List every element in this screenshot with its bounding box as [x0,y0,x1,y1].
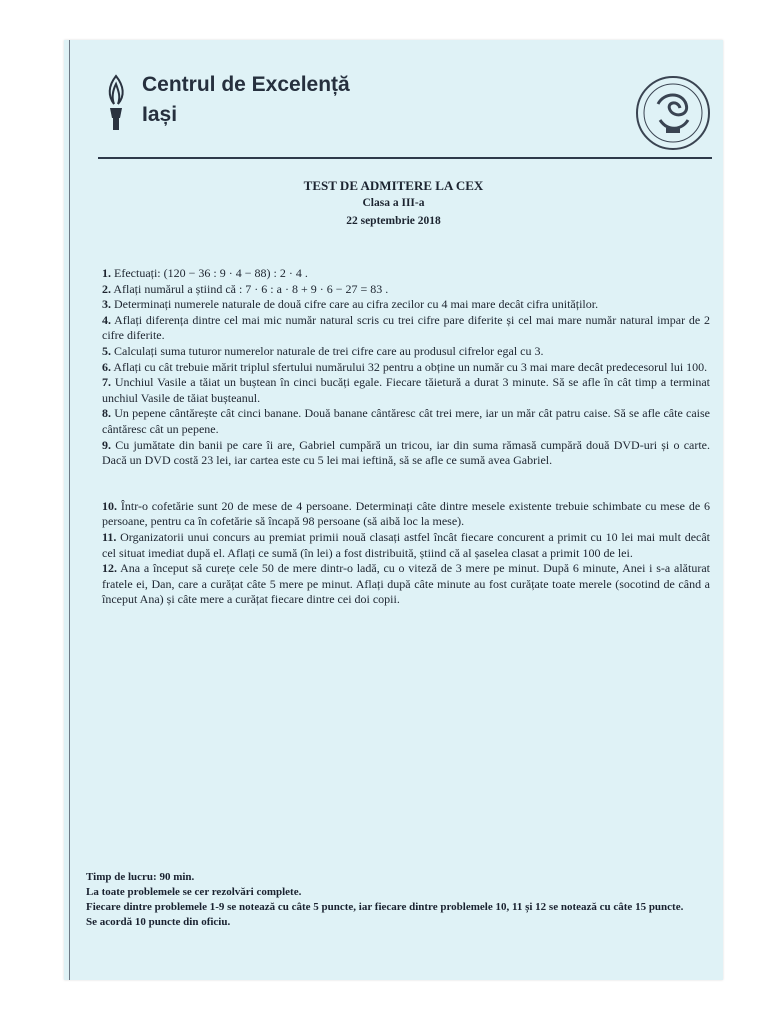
problem-item: 10. Într-o cofetărie sunt 20 de mese de 4 persoane. Determinați câte dintre mesele existente trebuie schimbate cu mese de 6 persoane, pentru ca în cofetărie să încapă 98 persoane (să aibă loc la mese). [102,498,711,529]
problem-item: 5. Calculați suma tuturor numerelor naturale de trei cifre care au produsul cifrelor egal cu 3. [102,343,544,358]
problem-item: 7. Unchiul Vasile a tăiat un buștean în cinci bucăți egale. Fiecare tăietură a durat 3 minute. Să se afle în cât timp a terminat unchiul Vasile de tăiat bușteanul. [102,375,711,405]
institution-name [142,70,350,130]
problem-item: 3. Determinați numerele naturale de două cifre care au cifra zecilor cu 4 mai mare decât cifra unităților. [102,297,599,312]
problem-item: 1. Efectuați: (120 − 36 : 9 · 4 − 88) : 2 · 4 . [102,266,308,280]
requirements: La toate problemele se cer rezolvări complete. [86,886,302,898]
section-gap [102,469,710,499]
problem-item: 12. Ana a început să curețe cele 50 de mere dintr-o ladă, cu o viteză de 3 mere pe minut. După 6 minute, Anei i s-a alăturat fratele ei, Dan, care a curățat câte 5 mere pe minut. Aflați după câte minute au fost curățate toate merele (socotind de când a început Ana) și câte mere a curățat fiecare dintre cei doi copii. [102,561,710,607]
problem-item: 8. Un pepene cântărește cât cinci banane. Două banane cântăresc cât trei mere, iar un măr cât patru caise. Să se afle câte caise cântăresc cât un pepene. [102,406,710,436]
exam-sheet [64,40,723,980]
test-grade: Clasa a III-a [362,197,425,209]
problem-item: 4. Aflați diferența dintre cel mai mic număr natural scris cu trei cifre pare diferite și cel mai mare număr natural impar de 2 cifre diferite. [102,312,710,343]
time-limit: Timp de lucru: 90 min. [86,871,195,883]
scoring-rules: Fiecare dintre problemele 1-9 se notează cu câte 5 puncte, iar fiecare dintre problemele 10, 11 și 12 se notează cu câte 15 puncte. [86,901,684,913]
test-date: 22 septembrie 2018 [346,215,441,227]
torch-logo-icon [104,74,128,134]
header-divider [98,157,712,159]
test-title: TEST DE ADMITERE LA CEX [303,178,484,193]
school-seal-icon [634,74,712,152]
problem-item: 2. Aflați numărul a știind că : 7 · 6 : a · 8 + 9 · 6 − 27 = 83 . [102,281,389,296]
exam-instructions [86,870,716,930]
problem-item: 6. Aflați cu cât trebuie mărit triplul sfertului numărului 32 pentru a obține un număr cu 3 mai mare decât predecesorul lui 100. [102,359,708,374]
problem-item: 11. Organizatorii unui concurs au premiat primii nouă clasați astfel încât fiecare concurent a primit cu 10 lei mai mult decât cel situat imediat după el. Aflați ce sumă (în lei) a fost distribuită, știind că al șaselea clasat a primit 100 de lei. [102,529,711,560]
bonus-points: Se acordă 10 puncte din oficiu. [86,916,231,928]
problem-list [102,266,710,608]
institution-line1: Centrul de Excelență [142,73,350,96]
institution-line2: Iași [142,103,178,126]
problem-item: 9. Cu jumătate din banii pe care îi are, Gabriel cumpără un tricou, iar din suma rămasă cumpără două DVD-uri și o carte. Dacă un DVD costă 23 lei, iar cartea este cu 5 lei mai ieftină, să se afle ce sumă avea Gabriel. [102,437,711,468]
